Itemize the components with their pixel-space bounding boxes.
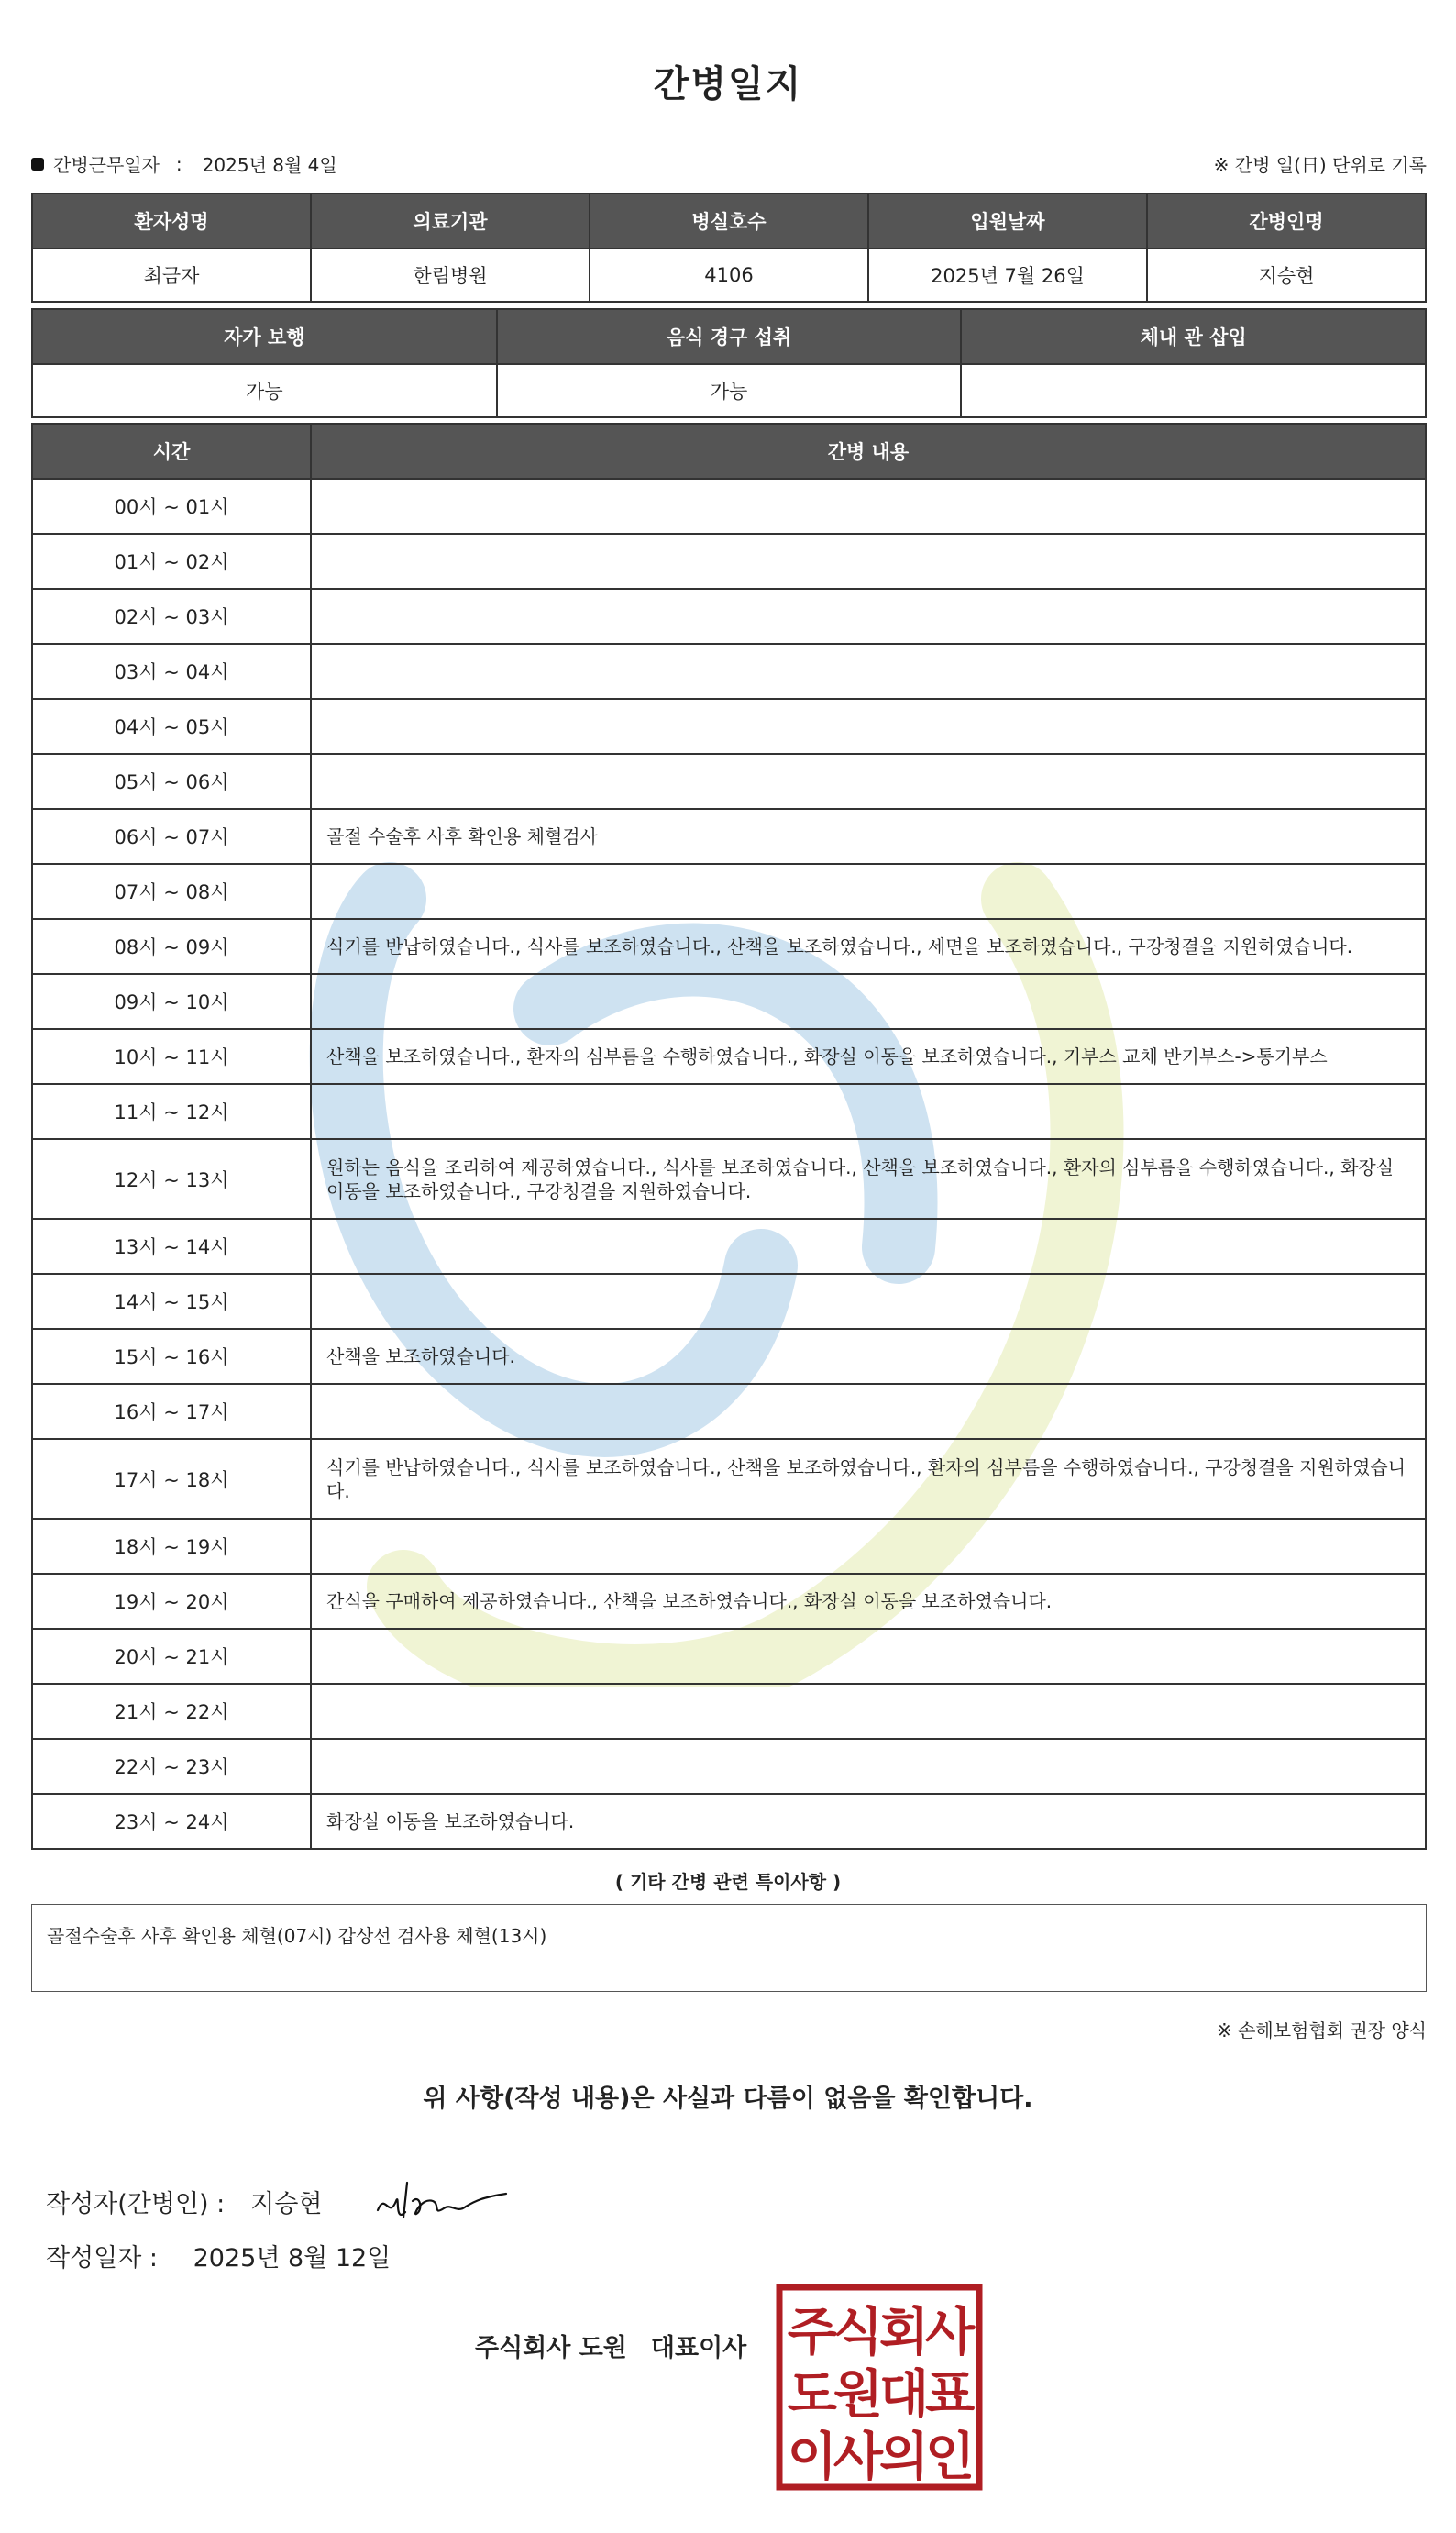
seal-line-3: 이사의인 <box>787 2428 972 2487</box>
log-row <box>32 1219 1426 1274</box>
log-content <box>311 1384 1426 1439</box>
log-time: 15시 ~ 16시 <box>32 1329 311 1384</box>
header-room-number: 병실호수 <box>590 194 868 249</box>
log-content: 산책을 보조하였습니다., 환자의 심부름을 수행하였습니다., 화장실 이동을 보조하였습니다., 기부스 교체 반기부스->통기부스 <box>311 1029 1426 1084</box>
log-time: 05시 ~ 06시 <box>32 754 311 809</box>
recommend-note: ※ 손해보험협회 권장 양식 <box>1216 2019 1427 2041</box>
written-date-row <box>46 2238 391 2273</box>
log-time: 08시 ~ 09시 <box>32 919 311 974</box>
patient-info-table <box>31 193 1427 303</box>
meta-row <box>31 150 1427 178</box>
ceo-title: 대표이사 <box>650 2334 747 2362</box>
patient-name: 최금자 <box>32 249 311 302</box>
log-time: 02시 ~ 03시 <box>32 589 311 644</box>
seal-line-1: 주식회사 <box>787 2303 972 2362</box>
log-content: 식기를 반납하였습니다., 식사를 보조하였습니다., 산책을 보조하였습니다., 세면을 보조하였습니다., 구강청결을 지원하였습니다. <box>311 919 1426 974</box>
log-time: 17시 ~ 18시 <box>32 1439 311 1519</box>
log-row <box>32 754 1426 809</box>
log-content: 간식을 구매하여 제공하였습니다., 산책을 보조하였습니다., 화장실 이동을 보조하였습니다. <box>311 1574 1426 1629</box>
caregiver-name: 지승현 <box>1147 249 1426 302</box>
log-content <box>311 1274 1426 1329</box>
log-time: 07시 ~ 08시 <box>32 864 311 919</box>
work-date-colon: : <box>175 152 182 175</box>
log-time: 03시 ~ 04시 <box>32 644 311 699</box>
log-content: 원하는 음식을 조리하여 제공하였습니다., 식사를 보조하였습니다., 산책을 보조하였습니다., 환자의 심부름을 수행하였습니다., 화장실 이동을 보조하였습니다., 구강청결을 지원하였습니다. <box>311 1139 1426 1219</box>
log-content: 식기를 반납하였습니다., 식사를 보조하였습니다., 산책을 보조하였습니다., 환자의 심부름을 수행하였습니다., 구강청결을 지원하였습니다. <box>311 1439 1426 1519</box>
log-content <box>311 479 1426 534</box>
log-row <box>32 864 1426 919</box>
log-row <box>32 1519 1426 1574</box>
log-content: 산책을 보조하였습니다. <box>311 1329 1426 1384</box>
log-content <box>311 1739 1426 1794</box>
header-self-walking: 자가 보행 <box>32 309 497 364</box>
room-number: 4106 <box>590 249 868 302</box>
log-row <box>32 1084 1426 1139</box>
log-time: 18시 ~ 19시 <box>32 1519 311 1574</box>
writer-name: 지승현 <box>250 2189 323 2218</box>
log-content <box>311 644 1426 699</box>
tube-insertion-value <box>961 364 1426 417</box>
log-time: 04시 ~ 05시 <box>32 699 311 754</box>
oral-intake-value: 가능 <box>497 364 962 417</box>
log-row <box>32 1684 1426 1739</box>
hospital-name: 한림병원 <box>311 249 590 302</box>
log-content <box>311 1084 1426 1139</box>
care-status-value-row <box>32 364 1426 417</box>
company-signature <box>475 2328 746 2363</box>
log-row <box>32 1629 1426 1684</box>
log-row <box>32 1439 1426 1519</box>
signature-icon <box>369 2174 515 2229</box>
hourly-log-header-row <box>32 424 1426 479</box>
log-time: 00시 ~ 01시 <box>32 479 311 534</box>
work-date-group <box>31 150 337 177</box>
log-content <box>311 1219 1426 1274</box>
special-notes-box: 골절수술후 사후 확인용 체혈(07시) 갑상선 검사용 체혈(13시) <box>31 1904 1427 1992</box>
header-patient-name: 환자성명 <box>32 194 311 249</box>
log-row <box>32 919 1426 974</box>
log-content <box>311 1519 1426 1574</box>
log-time: 12시 ~ 13시 <box>32 1139 311 1219</box>
log-time: 21시 ~ 22시 <box>32 1684 311 1739</box>
log-time: 09시 ~ 10시 <box>32 974 311 1029</box>
log-content <box>311 1684 1426 1739</box>
patient-info-value-row <box>32 249 1426 302</box>
log-row <box>32 809 1426 864</box>
hourly-log-body <box>32 479 1426 1849</box>
writer-label: 작성자(간병인) : <box>46 2189 226 2218</box>
written-date-label: 작성일자 : <box>46 2244 159 2273</box>
record-note: ※ 간병 일(日) 단위로 기록 <box>1213 154 1427 176</box>
log-content <box>311 699 1426 754</box>
log-row <box>32 644 1426 699</box>
log-content <box>311 974 1426 1029</box>
log-row <box>32 699 1426 754</box>
patient-info-header-row <box>32 194 1426 249</box>
log-time: 01시 ~ 02시 <box>32 534 311 589</box>
log-row <box>32 1794 1426 1849</box>
care-status-header-row <box>32 309 1426 364</box>
writer-row <box>46 2174 515 2229</box>
log-row <box>32 1329 1426 1384</box>
special-notes-title: ( 기타 간병 관련 특이사항 ) <box>614 1871 842 1893</box>
bullet-icon <box>31 158 44 171</box>
log-row <box>32 1029 1426 1084</box>
work-date-value: 2025년 8월 4일 <box>202 154 337 176</box>
header-time: 시간 <box>32 424 311 479</box>
log-row <box>32 1139 1426 1219</box>
log-time: 22시 ~ 23시 <box>32 1739 311 1794</box>
log-row <box>32 974 1426 1029</box>
log-content: 화장실 이동을 보조하였습니다. <box>311 1794 1426 1849</box>
log-row <box>32 479 1426 534</box>
log-time: 20시 ~ 21시 <box>32 1629 311 1684</box>
confirmation-statement: 위 사항(작성 내용)은 사실과 다름이 없음을 확인합니다. <box>423 2085 1033 2113</box>
company-seal-stamp <box>776 2284 983 2491</box>
header-hospital: 의료기관 <box>311 194 590 249</box>
page-title: 간병일지 <box>653 63 803 105</box>
admission-date: 2025년 7월 26일 <box>868 249 1147 302</box>
log-content <box>311 754 1426 809</box>
header-admission-date: 입원날짜 <box>868 194 1147 249</box>
care-status-table <box>31 308 1427 418</box>
header-caregiver-name: 간병인명 <box>1147 194 1426 249</box>
log-content <box>311 589 1426 644</box>
log-time: 19시 ~ 20시 <box>32 1574 311 1629</box>
log-time: 11시 ~ 12시 <box>32 1084 311 1139</box>
self-walking-value: 가능 <box>32 364 497 417</box>
log-content: 골절 수술후 사후 확인용 체혈검사 <box>311 809 1426 864</box>
log-time: 16시 ~ 17시 <box>32 1384 311 1439</box>
log-row <box>32 1574 1426 1629</box>
header-oral-intake: 음식 경구 섭취 <box>497 309 962 364</box>
log-time: 10시 ~ 11시 <box>32 1029 311 1084</box>
header-tube-insertion: 체내 관 삽입 <box>961 309 1426 364</box>
log-content <box>311 864 1426 919</box>
company-name: 주식회사 도원 <box>475 2334 627 2362</box>
log-time: 23시 ~ 24시 <box>32 1794 311 1849</box>
seal-line-2: 도원대표 <box>787 2365 972 2425</box>
hourly-log-table <box>31 423 1427 1850</box>
header-care-content: 간병 내용 <box>311 424 1426 479</box>
log-row <box>32 589 1426 644</box>
log-row <box>32 1739 1426 1794</box>
log-time: 14시 ~ 15시 <box>32 1274 311 1329</box>
log-content <box>311 534 1426 589</box>
written-date-value: 2025년 8월 12일 <box>193 2244 392 2273</box>
log-content <box>311 1629 1426 1684</box>
log-row <box>32 1384 1426 1439</box>
log-row <box>32 534 1426 589</box>
log-row <box>32 1274 1426 1329</box>
log-time: 13시 ~ 14시 <box>32 1219 311 1274</box>
log-time: 06시 ~ 07시 <box>32 809 311 864</box>
work-date-label: 간병근무일자 <box>53 154 160 176</box>
